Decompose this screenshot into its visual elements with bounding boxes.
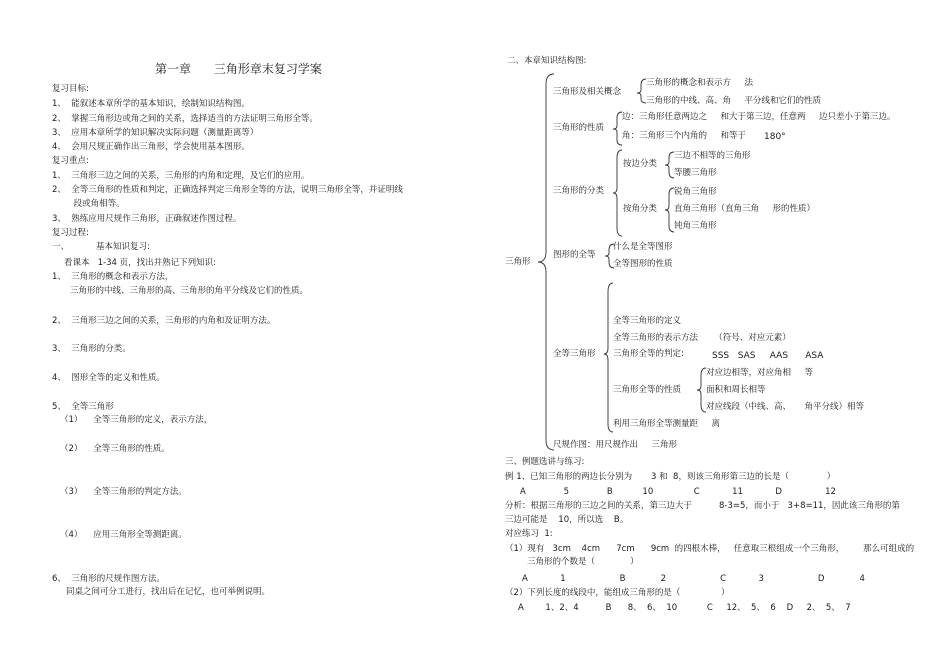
knowledge-item: 3、 三角形的分类。 bbox=[52, 344, 131, 354]
angle-sum-value: 180° bbox=[764, 132, 786, 142]
diagram-node: 按角分类 bbox=[623, 204, 658, 214]
diagram-leaf: 全等图形的性质 bbox=[613, 259, 673, 269]
diagram-leaf: 面积和周长相等 bbox=[706, 385, 766, 395]
knowledge-subitem: （3） 全等三角形的判定方法。 bbox=[60, 487, 187, 497]
example-question: 例 1、已知三角形的两边长分别为 3 和 8，则该三角形第三边的长是（ ） bbox=[505, 472, 836, 482]
practice-question: 三角形的个数是（ ） bbox=[527, 557, 639, 567]
practice-question: （1）现有 3cm 4cm 7cm 9cm 的四根木棒， 任意取三根组成一个三角形， 那么可组成的 bbox=[505, 544, 915, 554]
diagram-leaf: 利用三角形全等测量距 离 bbox=[613, 419, 721, 429]
goal-item: 3、 应用本章所学的知识解决实际问题（测量距离等） bbox=[52, 128, 259, 138]
read-instruction: 看课本 1-34 页，找出并熟记下列知识: bbox=[64, 258, 216, 268]
goal-item: 2、 掌握三角形边或角之间的关系，选择适当的方法证明三角形全等。 bbox=[52, 114, 318, 124]
diagram-node: 三角形及相关概念 bbox=[553, 87, 622, 97]
example-options: A 5 B 10 C 11 D 12 bbox=[520, 487, 836, 497]
process-heading: 复习过程: bbox=[52, 228, 89, 238]
diagram-leaf: 边：三角形任意两边之 和大于第三边，任意两 边只差小于第三边。 bbox=[622, 112, 896, 122]
diagram-leaf: 三角形的概念和表示方 法 bbox=[646, 78, 754, 88]
section-3-heading: 三、例题选讲与练习: bbox=[505, 457, 585, 467]
page-title: 第一章 三角形章末复习学案 bbox=[155, 62, 322, 76]
congruence-criteria: SSS SAS AAS ASA bbox=[712, 351, 824, 361]
focus-item: 2、 全等三角形的性质和判定，正确选择判定三角形全等的方法，说明三角形全等，并证明线 bbox=[52, 185, 403, 195]
diagram-node: 图形的全等 bbox=[553, 250, 596, 260]
knowledge-subitem: （1） 全等三角形的定义，表示方法， bbox=[60, 415, 213, 425]
diagram-leaf: 全等三角形的表示方法 （符号、对应元素） bbox=[613, 333, 791, 343]
knowledge-item: 2、 三角形三边之间的关系，三角形的内角和及证明方法。 bbox=[52, 316, 276, 326]
diagram-node: 全等三角形 bbox=[553, 349, 596, 359]
diagram-root: 三角形 bbox=[505, 257, 531, 267]
analysis-text: 分析：根据三角形的三边之间的关系，第三边大于 8-3=5，而小于 3+8=11，因此该三角形的第 bbox=[505, 501, 900, 511]
focus-item: 3、 熟练应用尺规作三角形，正确叙述作图过程。 bbox=[52, 214, 242, 224]
knowledge-subitem: （2） 全等三角形的性质。 bbox=[60, 444, 170, 454]
diagram-leaf: 三边不相等的三角形 bbox=[674, 151, 751, 161]
diagram-node: 三角形的性质 bbox=[553, 123, 605, 133]
knowledge-item: 4、 图形全等的定义和性质。 bbox=[52, 373, 165, 383]
practice-options: A 1 B 2 C 3 D 4 bbox=[522, 574, 865, 584]
goal-item: 1、 能叙述本章所学的基本知识，绘制知识结构图。 bbox=[52, 99, 250, 109]
diagram-leaf: 对应边相等，对应角相 等 bbox=[706, 368, 814, 378]
diagram-leaf: 直角三角形（直角三角 形的性质） bbox=[674, 204, 816, 214]
diagram-node: 按边分类 bbox=[623, 159, 658, 169]
goal-item: 4、 会用尺规正确作出三角形，学会使用基本图形。 bbox=[52, 142, 250, 152]
diagram-leaf: 钝角三角形 bbox=[674, 221, 717, 231]
focus-item: 段或角相等。 bbox=[52, 199, 125, 209]
knowledge-item: 1、 三角形的概念和表示方法， bbox=[52, 272, 174, 282]
knowledge-item: 6、 三角形的尺规作图方法。 bbox=[52, 574, 165, 584]
diagram-leaf: 三角形全等的判定: bbox=[613, 349, 684, 359]
diagram-leaf: 什么是全等图形 bbox=[613, 242, 673, 252]
practice-heading: 对应练习 1: bbox=[505, 529, 553, 539]
knowledge-subitem: （4） 应用三角形全等测距离。 bbox=[60, 530, 187, 540]
knowledge-item: 三角形的中线、三角形的高、三角形的角平分线及它们的性质。 bbox=[70, 286, 309, 296]
focus-item: 1、 三角形三边之间的关系，三角形的内角和定理，及它们的应用。 bbox=[52, 171, 310, 181]
practice-options: A 1、2、4 B 8、 6、 10 C 12、 5、 6 D 2、 5、 7 bbox=[518, 603, 851, 613]
section-2-heading: 二、本章知识结构图: bbox=[507, 56, 587, 66]
analysis-text: 三边可能是 10，所以选 B。 bbox=[505, 515, 629, 525]
goals-heading: 复习目标: bbox=[52, 84, 89, 94]
diagram-leaf: 三角形的中线、高、角 平分线和它们的性质 bbox=[646, 96, 822, 106]
diagram-leaf: 对应线段（中线、高、 角平分线）相等 bbox=[706, 402, 865, 412]
diagram-node: 三角形全等的性质 bbox=[613, 385, 682, 395]
diagram-leaf: 角：三角形三个内角的 和等于 bbox=[622, 131, 747, 141]
focus-heading: 复习重点: bbox=[52, 156, 89, 166]
knowledge-note: 同桌之间可分工进行，找出后在记忆，也可举例说明。 bbox=[66, 587, 271, 597]
diagram-node: 尺规作图：用尺规作出 三角形 bbox=[553, 440, 678, 450]
diagram-leaf: 锐角三角形 bbox=[674, 187, 717, 197]
practice-question: （2）下列长度的线段中，能组成三角形的是（ ） bbox=[505, 588, 730, 598]
diagram-leaf: 等腰三角形 bbox=[674, 168, 717, 178]
diagram-node: 三角形的分类 bbox=[553, 186, 605, 196]
diagram-leaf: 全等三角形的定义 bbox=[613, 316, 682, 326]
section-1-heading: 一、 基本知识复习: bbox=[52, 242, 150, 252]
knowledge-item: 5、 全等三角形 bbox=[52, 402, 114, 412]
